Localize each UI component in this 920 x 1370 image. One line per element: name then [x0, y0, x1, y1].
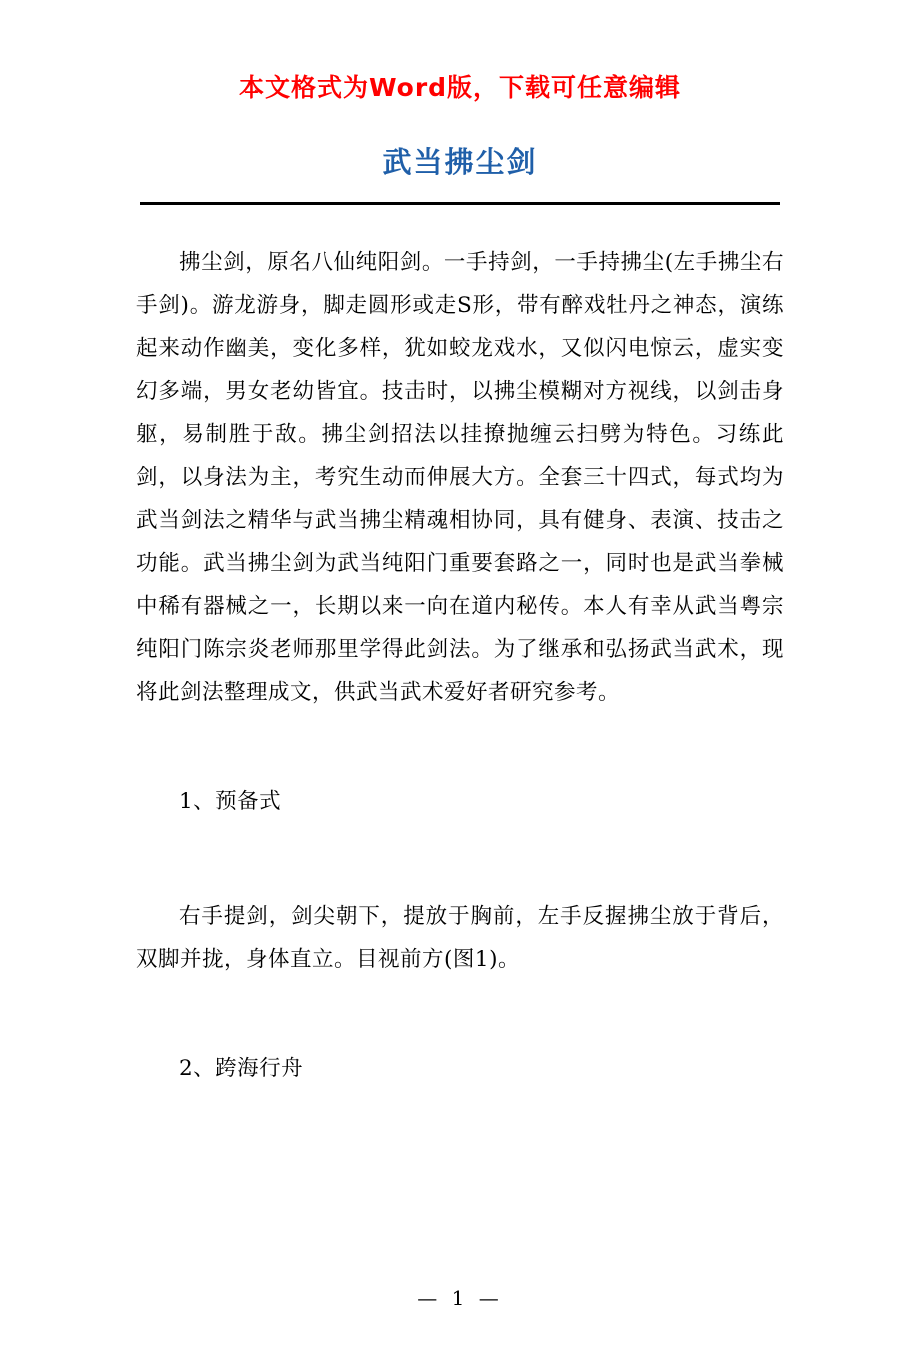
- section-gap-2: [136, 1011, 784, 1047]
- section-gap: [136, 744, 784, 780]
- section-heading-1: 1、预备式: [179, 789, 282, 814]
- page-title: 武当拂尘剑: [382, 145, 538, 179]
- intro-paragraph: 拂尘剑，原名八仙纯阳剑。一手持剑，一手持拂尘(左手拂尘右手剑)。游龙游身，脚走圆形或走S形，带有醉戏牡丹之神态，演练起来动作幽美，变化多样，犹如蛟龙戏水，又似闪电惊云，虚实变幻多端，男女老幼皆宜。技击时，以拂尘模糊对方视线，以剑击身躯，易制胜于敌。拂尘剑招法以挂撩抛缠云扫劈为特色。习练此剑，以身法为主，考究生动而伸展大方。全套三十四式，每式均为武当剑法之精华与武当拂尘精魂相协同，具有健身、表演、技击之功能。武当拂尘剑为武当纯阳门重要套路之一，同时也是武当拳械中稀有器械之一，长期以来一向在道内秘传。本人有幸从武当粤宗纯阳门陈宗炎老师那里学得此剑法。为了继承和弘扬武当武术，现将此剑法整理成文，供武当武术爱好者研究参考。: [136, 250, 784, 705]
- section-heading-2: 2、跨海行舟: [179, 1056, 304, 1081]
- heading-gap-1: [136, 853, 784, 895]
- page-number: — 1 —: [417, 1286, 503, 1310]
- word-format-notice: 本文格式为Word版，下载可任意编辑: [238, 73, 682, 102]
- document-page: [0, 68, 920, 1370]
- section-text-1: 右手提剑，剑尖朝下，提放于胸前，左手反握拂尘放于背后，双脚并拢，身体直立。目视前方(图1)。: [136, 904, 784, 972]
- document-body: [136, 205, 784, 1090]
